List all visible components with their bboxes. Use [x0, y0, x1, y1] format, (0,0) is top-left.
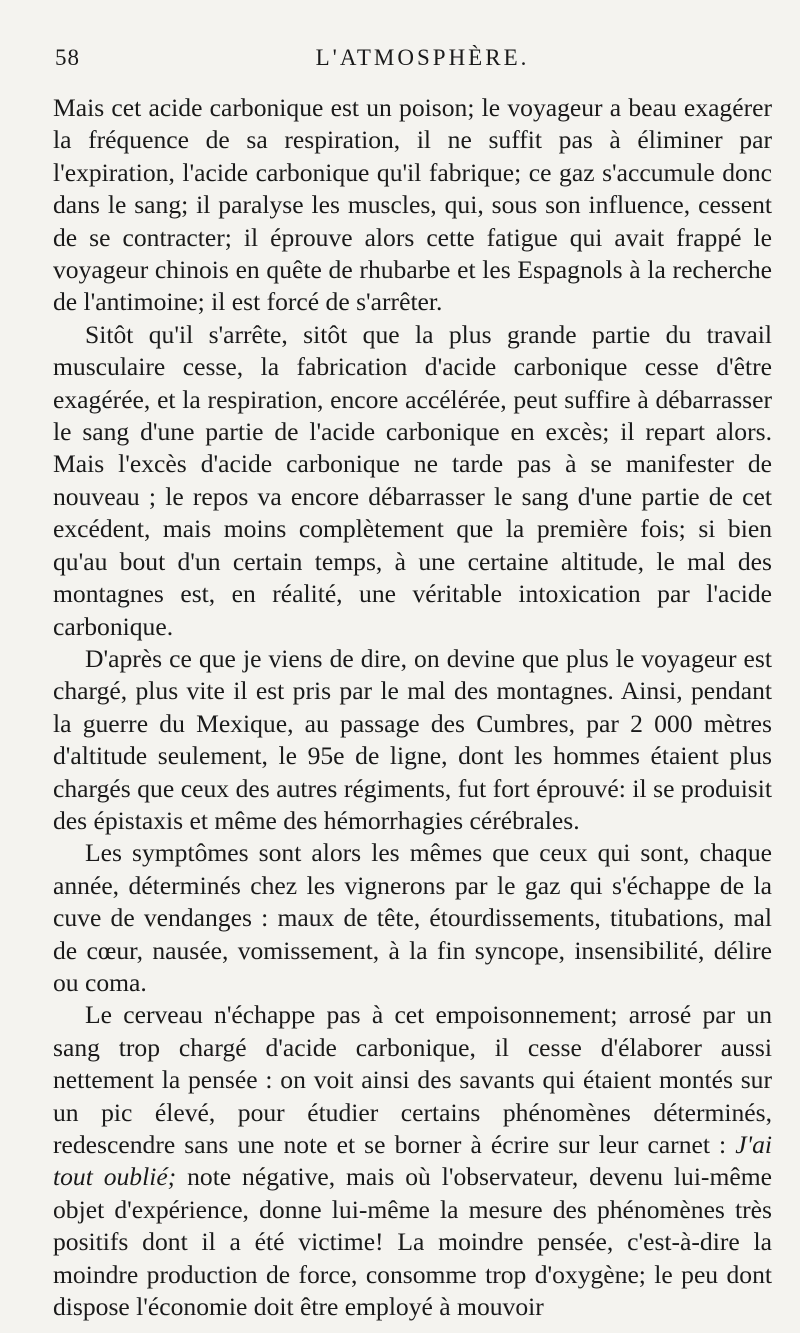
running-head [53, 30, 772, 70]
paragraph-5-italic-quote: J'ai tout oublié; [53, 1130, 772, 1192]
paragraph-5 [53, 999, 772, 1323]
paragraph-4: Les symptômes sont alors les mêmes que ceux qui sont, chaque année, déterminés chez les vignerons par le gaz qui s'échappe de la cuve de vendanges : maux de tête, étourdissements, titubations, mal de cœur, nausée, vomissement, à la fin syncope, insensibilité, délire ou coma. [53, 838, 772, 997]
paragraph-5-text-after: note négative, mais où l'observateur, devenu lui-même objet d'expérience, donne lui-même la mesure des phénomènes très positifs dont il a été victime! La moindre pensée, c'est-à-dire la moindre production de force, consomme trop d'oxygène; le peu dont dispose l'économie doit être employé à mouvoir [53, 1162, 772, 1322]
paragraph-5-text-before: Le cerveau n'échappe pas à cet empoisonnement; arrosé par un sang trop chargé d'acide carbonique, il cesse d'élaborer aussi nettement la pensée : on voit ainsi des savants qui étaient montés sur un pic élevé, pour étudier certains phénomènes déterminés, redescendre sans une note et se borner à écrire sur leur carnet : [53, 1000, 772, 1159]
body-text [53, 92, 772, 1323]
paragraph-2: Sitôt qu'il s'arrête, sitôt que la plus grande partie du travail musculaire cesse, la fabrication d'acide carbonique cesse d'être exagérée, et la respiration, encore accélérée, peut suffire à débarrasser le sang d'une partie de l'acide carbonique en excès; il repart alors. Mais l'excès d'acide carbonique ne tarde pas à se manifester de nouveau ; le repos va encore débarrasser le sang d'une partie de cet excédent, mais moins complètement que la première fois; si bien qu'au bout d'un certain temps, à une certaine altitude, le mal des montagnes est, en réalité, une véritable intoxication par l'acide carbonique. [53, 319, 772, 641]
paragraph-3: D'après ce que je viens de dire, on devine que plus le voyageur est chargé, plus vite il est pris par le mal des montagnes. Ainsi, pendant la guerre du Mexique, au passage des Cumbres, par 2 000 mètres d'altitude seulement, le 95e de ligne, dont les hommes étaient plus chargés que ceux des autres régiments, fut fort éprouvé: il se produisit des épistaxis et même des hémorrhagies cérébrales. [53, 643, 772, 835]
page-number: 58 [55, 45, 80, 70]
running-title: L'ATMOSPHÈRE. [315, 45, 530, 70]
paragraph-1: Mais cet acide carbonique est un poison; le voyageur a beau exagérer la fréquence de sa respiration, il ne suffit pas à éliminer par l'expiration, l'acide carbonique qu'il fabrique; ce gaz s'accumule donc dans le sang; il paralyse les muscles, qui, sous son influence, cessent de se contracter; il éprouve alors cette fatigue qui avait frappé le voyageur chinois en quête de rhubarbe et les Espagnols à la recherche de l'antimoine; il est forcé de s'arrêter. [53, 93, 772, 317]
